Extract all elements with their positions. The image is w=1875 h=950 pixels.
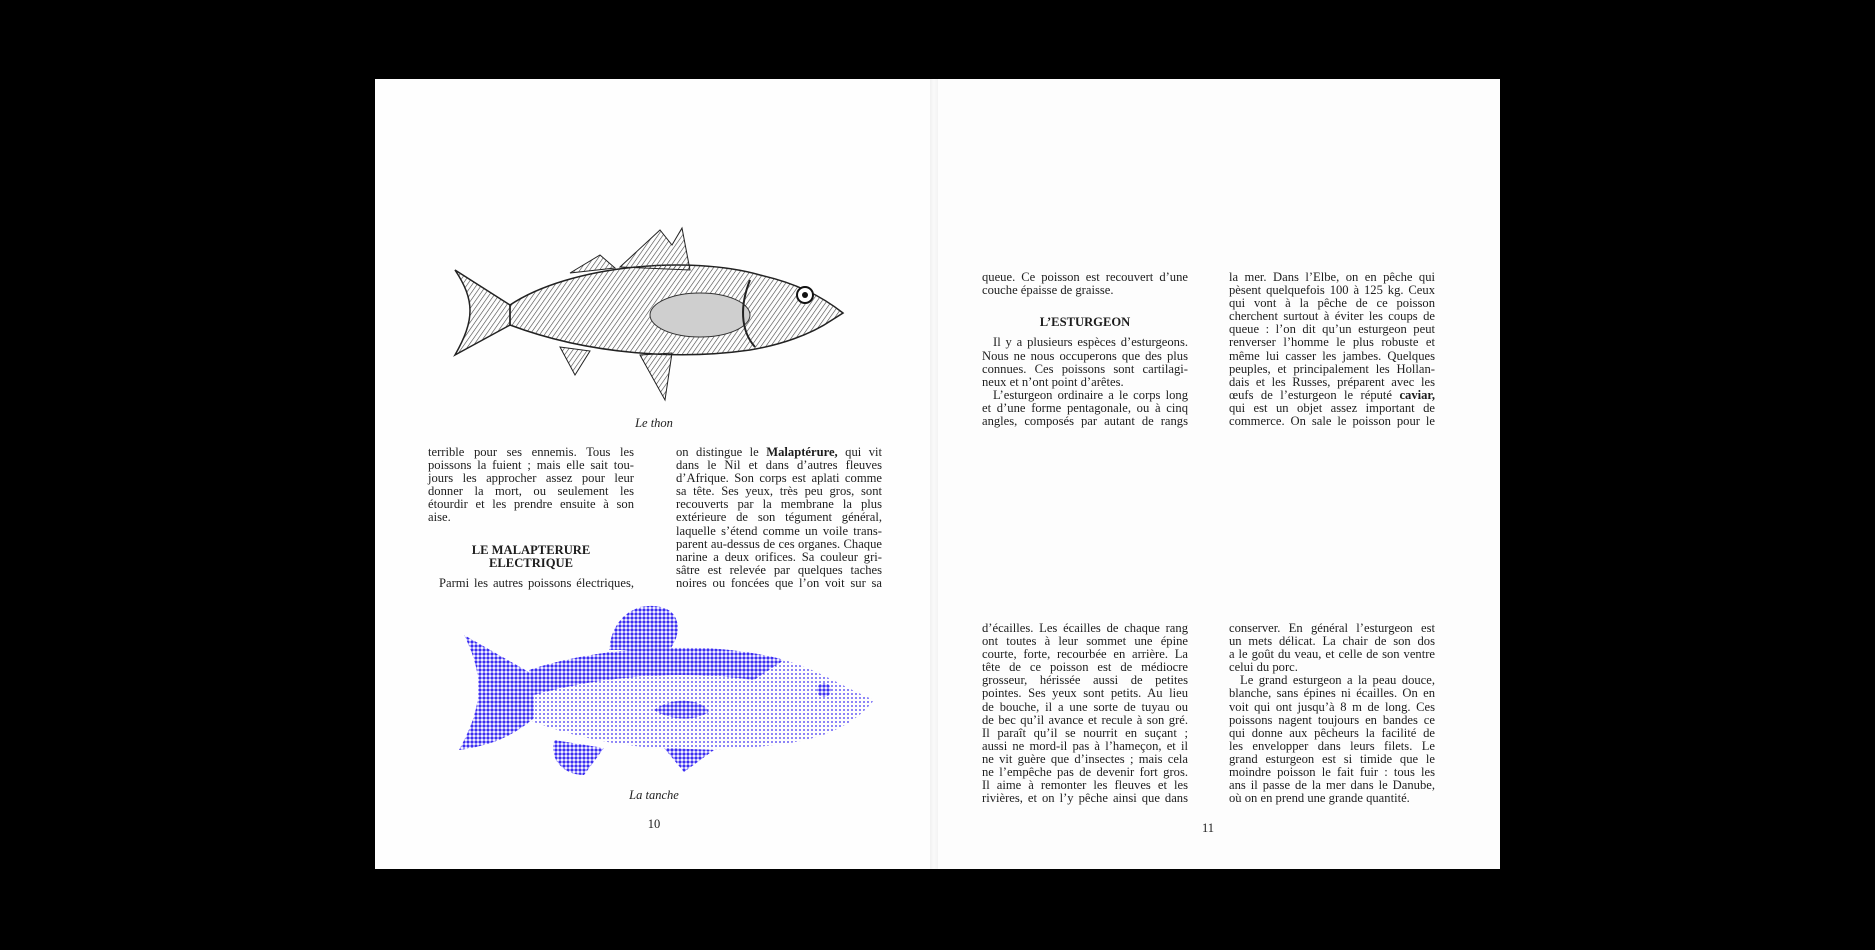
text-line: grosseur, hérissée aussi de petites — [982, 673, 1188, 688]
section-heading — [428, 544, 634, 571]
text-line: de bouche, il a une sorte de tuyau ou — [982, 699, 1188, 714]
text-line: d’écailles. Les écailles de chaque rang — [982, 621, 1188, 635]
tuna-illustration-icon — [450, 225, 860, 420]
text-line: L’esturgeon ordinaire a le corps long — [993, 387, 1188, 402]
text-line: qui vont à la pêche de ce poisson — [1229, 296, 1435, 311]
text-line: moindre poisson le fait fuir : tous les — [1229, 765, 1435, 780]
text-line: grand esturgeon est si timide que le — [1229, 751, 1435, 766]
paragraph — [428, 446, 634, 525]
right-page-bottom-column-2 — [1229, 622, 1435, 805]
text-line: pointes. Ses yeux sont petits. Au lieu — [982, 686, 1188, 701]
text-line: Nous ne nous occuperons que des plus — [982, 348, 1188, 363]
text-line: Il paraît qu’il se nourrit en suçant ; — [982, 725, 1188, 740]
paragraph — [428, 577, 634, 590]
text-line: qui donne aux pêcheurs la facilité de — [1229, 725, 1435, 740]
text-line: connues. Ces poissons sont cartilagi- — [982, 361, 1188, 376]
page-number-left: 10 — [647, 817, 661, 831]
text-line: donner la mort, ou seulement les — [428, 484, 634, 499]
paragraph — [1229, 622, 1435, 674]
right-page-top-column-2 — [1229, 271, 1435, 428]
text-line: ne vit guère que d’insectes ; mais cela — [982, 751, 1188, 766]
text-line: ne l’empêche pas de devenir fort gros. — [982, 765, 1188, 780]
book-gutter — [930, 79, 938, 869]
text-line: on distingue le Malaptérure, qui vit — [676, 445, 882, 459]
text-line: narine a deux orifices. Sa couleur gri- — [676, 549, 882, 564]
text-line: les envelopper dans leurs filets. Le — [1229, 738, 1435, 753]
text-line: voit qui ont jusqu’à 8 m de long. Ces — [1229, 699, 1435, 714]
text-line: laquelle s’étend comme un voile trans- — [676, 523, 882, 538]
text-line: même lui casser les jambes. Quelques — [1229, 348, 1435, 363]
text-line: d’Afrique. Son corps est aplati comme — [676, 471, 882, 486]
paragraph — [1229, 271, 1435, 428]
text-line: et d’une forme pentagonale, ou à cinq — [982, 400, 1188, 415]
left-page-column-2 — [676, 446, 882, 590]
text-line: LE MALAPTERURE — [471, 542, 591, 557]
text-line: rivières, et on l’y pêche ainsi que dans — [982, 791, 1188, 806]
text-line: poissons la fuient ; mais elle sait tou- — [428, 458, 634, 473]
text-line: jours les approcher assez pour leur — [428, 471, 634, 486]
text-line: recouverts par la membrane la plus — [676, 497, 882, 512]
tuna-caption: Le thon — [635, 416, 673, 430]
text-line: noires ou foncées que l’on voit sur sa — [676, 575, 882, 590]
text-line: courte, forte, recourbée en arrière. La — [982, 647, 1188, 662]
text-line: celui du porc. — [1229, 660, 1298, 675]
text-line: dans le Nil et dans d’autres fleuves — [676, 458, 882, 473]
text-line: queue. Ce poisson est recouvert d’une — [982, 270, 1188, 284]
text-line: conserver. En général l’esturgeon est — [1229, 621, 1435, 635]
text-line: angles, composés par autant de rangs — [982, 414, 1188, 429]
text-line: sâtre est relevée par quelques taches — [676, 562, 882, 577]
text-line: peuples, et principalement les Hollan- — [1229, 361, 1435, 376]
text-line: parent au-dessus de ces organes. Chaque — [676, 536, 882, 551]
right-page-bottom-column-1 — [982, 622, 1188, 805]
text-line: de bec qu’il avance et recule à son gré. — [982, 712, 1188, 727]
tench-caption: La tanche — [629, 788, 679, 802]
text-line: neux et n’ont point d’arêtes. — [982, 374, 1124, 389]
text-line: Il y a plusieurs espèces d’esturgeons. — [993, 335, 1188, 350]
text-line: commerce. On sale le poisson pour le — [1229, 414, 1435, 429]
text-line: dais et les Russes, préparent avec les — [1229, 374, 1435, 389]
paragraph — [1229, 674, 1435, 805]
text-line: Il aime à remonter les fleuves et les — [982, 778, 1188, 793]
text-line: ELECTRIQUE — [489, 555, 573, 570]
text-line: ans il passe de la mer dans le Danube, — [1229, 778, 1435, 793]
text-line: un mets délicat. La chair de son dos — [1229, 634, 1435, 649]
text-line: aussi ne mord-il pas à l’hameçon, et il — [982, 738, 1188, 753]
paragraph — [982, 336, 1188, 388]
text-line: sa tête. Ses yeux, très peu gros, sont — [676, 484, 882, 499]
text-line: a le goût du veau, et celle de son ventre — [1229, 647, 1435, 662]
text-line: étourdir et les prendre ensuite à son — [428, 497, 634, 512]
right-page-top-column-1 — [982, 271, 1188, 428]
text-line: Parmi les autres poissons électriques, — [439, 576, 634, 591]
text-line: tête de ce poisson est de médiocre — [982, 660, 1188, 675]
paragraph — [982, 622, 1188, 805]
text-line: queue : l’on dit qu’un esturgeon peut — [1229, 322, 1435, 337]
paragraph — [982, 389, 1188, 428]
text-line: aise. — [428, 510, 451, 525]
text-line: où on en prend une grande quantité. — [1229, 791, 1410, 806]
tench-illustration-icon — [454, 600, 879, 785]
text-line: blanche, sans épines ni écailles. On en — [1229, 686, 1435, 701]
text-line: œufs de l’esturgeon le réputé caviar, — [1229, 387, 1435, 402]
text-line: qui est un objet assez important de — [1229, 400, 1435, 415]
text-line: la mer. Dans l’Elbe, on en pêche qui — [1229, 270, 1435, 284]
text-line: L’ESTURGEON — [1039, 315, 1131, 330]
text-line: couche épaisse de graisse. — [982, 283, 1114, 298]
text-line: renverser l’homme le plus robuste et — [1229, 335, 1435, 350]
page-number-right: 11 — [1201, 821, 1215, 835]
text-line: terrible pour ses ennemis. Tous les — [428, 445, 634, 459]
text-line: pèsent quelquefois 100 à 125 kg. Ceux — [1229, 283, 1435, 298]
paragraph — [982, 271, 1188, 297]
section-heading — [982, 316, 1188, 329]
paragraph — [676, 446, 882, 590]
text-line: extérieure de son tégument général, — [676, 510, 882, 525]
text-line: poissons nagent toujours en bandes ce — [1229, 712, 1435, 727]
left-page-column-1 — [428, 446, 634, 590]
text-line: cherchent surtout à éviter les coups de — [1229, 309, 1435, 324]
text-line: ont toutes à leur sommet une épine — [982, 634, 1188, 649]
text-line: Le grand esturgeon a la peau douce, — [1240, 673, 1435, 688]
